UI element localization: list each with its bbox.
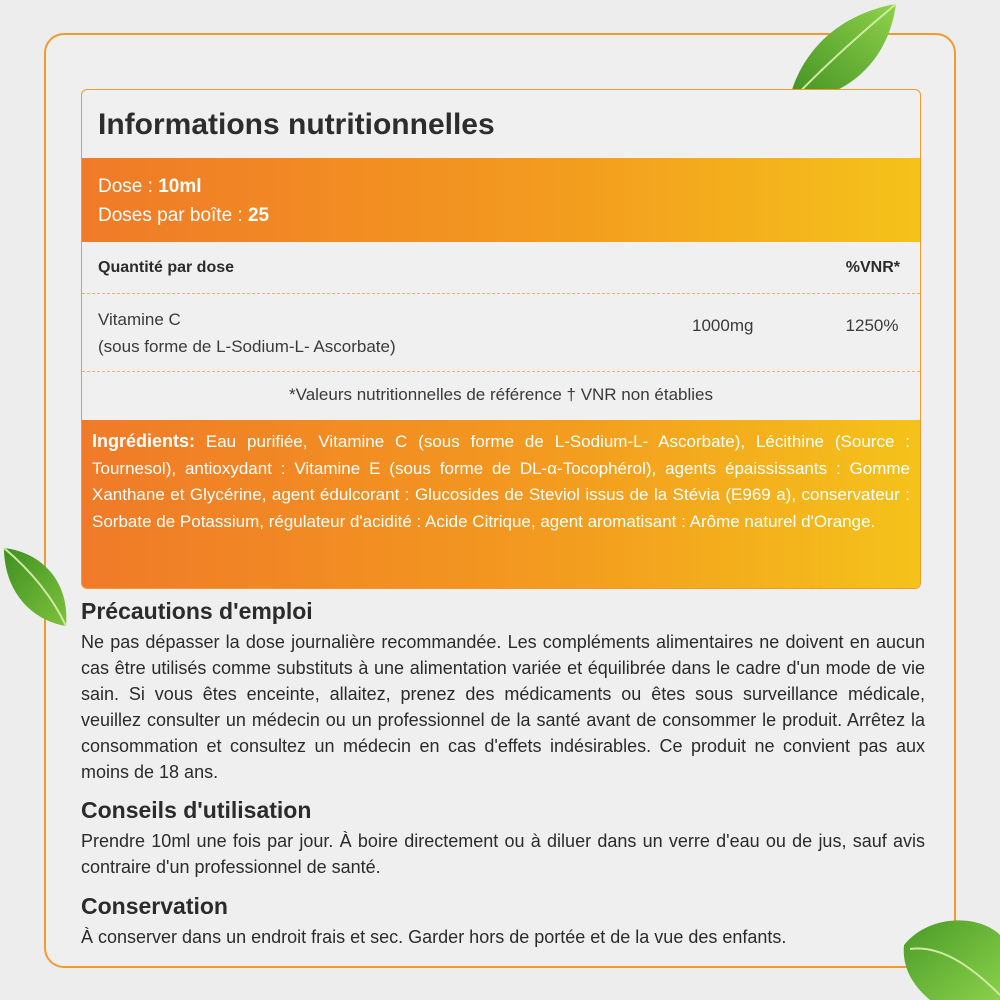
storage-title: Conservation bbox=[81, 893, 228, 919]
row-name-cell bbox=[98, 306, 692, 371]
footnote: *Valeurs nutritionnelles de référence † VNR non établies bbox=[289, 385, 713, 404]
doses-line bbox=[98, 201, 920, 230]
leaf-left-icon bbox=[0, 540, 72, 630]
row-sub: (sous forme de L-Sodium-L- Ascorbate) bbox=[98, 337, 396, 356]
ingredients-box bbox=[82, 420, 921, 589]
usage-section bbox=[81, 797, 925, 880]
usage-title: Conseils d'utilisation bbox=[81, 797, 312, 823]
nutrition-card bbox=[81, 89, 921, 589]
precautions-text: Ne pas dépasser la dose journalière recommandée. Les compléments alimentaires ne doivent en aucun cas être utilisés comme substituts à une alimentation variée et équilibrée dans le cadre d'un mode de vie sain. Si vous êtes enceinte, allaitez, prenez des médicaments ou êtes sous surveillance médicale, veuillez consulter un médecin ou un professionnel de la santé avant de consommer le produit. Arrêtez la consommation et consultez un médecin en cas d'effets indésirables. Ce produit ne convient pas aux moins de 18 ans. bbox=[81, 632, 925, 782]
table-row bbox=[82, 294, 920, 372]
precautions-section bbox=[81, 598, 925, 785]
dose-line bbox=[98, 172, 920, 201]
nutrition-title: Informations nutritionnelles bbox=[98, 108, 495, 141]
table-header bbox=[82, 242, 920, 294]
usage-text: Prendre 10ml une fois par jour. À boire directement ou à diluer dans un verre d'eau ou de jus, sauf avis contraire d'un professionnel de santé. bbox=[81, 831, 925, 877]
row-amount: 1000mg bbox=[692, 316, 754, 335]
dose-label: Dose : bbox=[98, 176, 159, 197]
storage-text: À conserver dans un endroit frais et sec. Garder hors de portée et de la vue des enfants. bbox=[81, 927, 787, 947]
header-qty: Quantité par dose bbox=[98, 258, 235, 276]
row-pct: 1250% bbox=[845, 316, 899, 335]
storage-section bbox=[81, 893, 925, 950]
doses-label: Doses par boîte : bbox=[98, 205, 248, 226]
dose-band bbox=[82, 158, 920, 242]
ingredients-text: Eau purifiée, Vitamine C (sous forme de L-Sodium-L- Ascorbate), Lécithine (Source : Tournesol), antioxydant : Vitamine E (sous forme de DL-α-Tocophérol), agents épaississants : Gomme Xanthane et Glycérine, agent édulcorant : Glucosides de Steviol issus de la Stévia (E969 a), conservateur : Sorbate de Potassium, régulateur d'acidité : Acide Citrique, agent aromatisant : Arôme naturel d'Orange. bbox=[92, 432, 910, 531]
row-name: Vitamine C bbox=[98, 310, 181, 329]
header-vnr: %VNR* bbox=[845, 258, 900, 276]
dose-value: 10ml bbox=[158, 176, 202, 197]
ingredients-label: Ingrédients: bbox=[92, 431, 196, 451]
doses-value: 25 bbox=[247, 205, 270, 226]
precautions-title: Précautions d'emploi bbox=[81, 598, 313, 624]
